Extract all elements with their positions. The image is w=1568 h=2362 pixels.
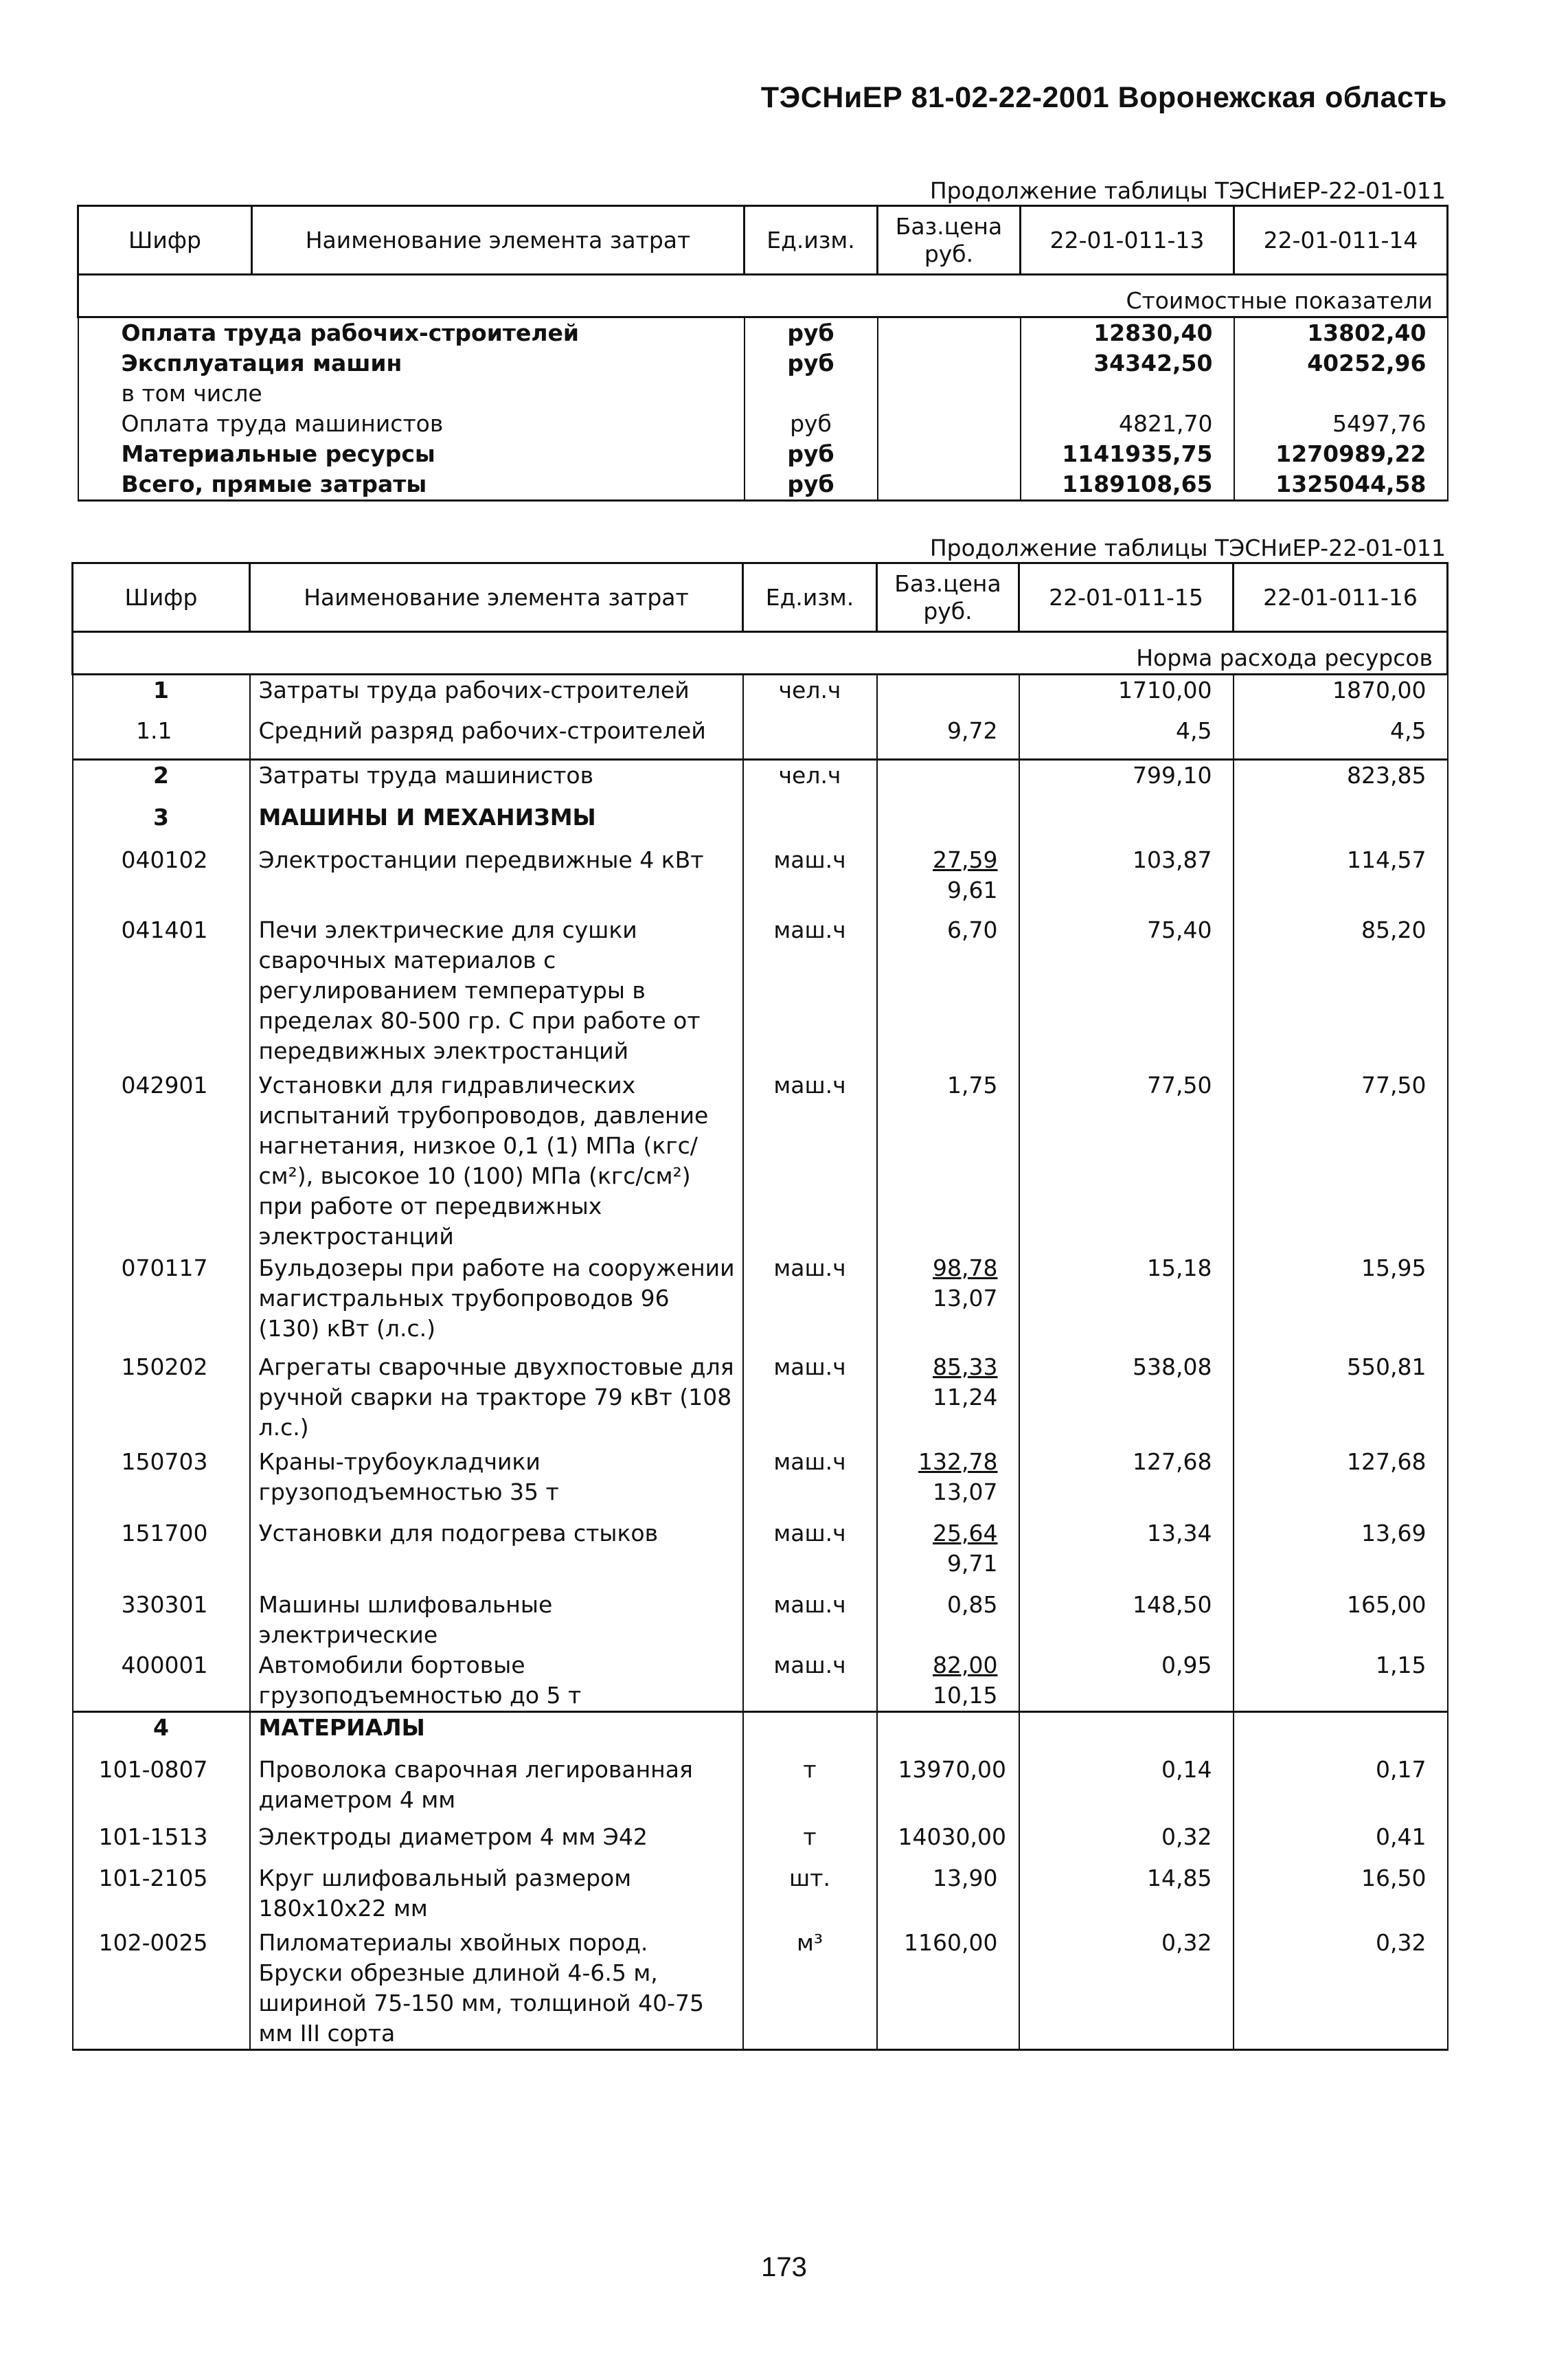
norm-value-16: 1,15 xyxy=(1234,1650,1448,1712)
norm-value-16: 0,17 xyxy=(1234,1755,1448,1822)
resource-code: 101-2105 xyxy=(73,1863,250,1928)
resource-unit: м³ xyxy=(743,1928,877,2050)
page-number: 173 xyxy=(761,2252,807,2282)
norm-value-15: 0,32 xyxy=(1019,1928,1234,2050)
table-row xyxy=(73,845,1448,915)
base-price: 82,00 xyxy=(933,1651,998,1678)
resource-unit xyxy=(743,1712,877,1755)
resource-unit: маш.ч xyxy=(743,1590,877,1650)
norm-value-15: 77,50 xyxy=(1019,1070,1234,1253)
base-price: 14030,00 xyxy=(898,1823,1006,1850)
resource-unit: чел.ч xyxy=(743,675,877,716)
table-row: Эксплуатация машин руб 34342,50 40252,96 xyxy=(78,348,1448,379)
table-row: Всего, прямые затраты руб 1189108,65 1325044,58 xyxy=(78,469,1448,501)
resource-code: 1 xyxy=(73,675,250,716)
resource-name: МАТЕРИАЛЫ xyxy=(250,1712,743,1755)
norm-value-16: 550,81 xyxy=(1234,1352,1448,1447)
resource-code: 040102 xyxy=(73,845,250,915)
resource-unit: чел.ч xyxy=(743,760,877,802)
resource-name: Агрегаты сварочные двухпостовые для ручной сварки на тракторе 79 кВт (108 л.с.) xyxy=(250,1352,743,1447)
base-price: 0,85 xyxy=(947,1590,998,1618)
table-row xyxy=(73,1352,1448,1447)
resource-name: Установки для гидравлических испытаний трубопроводов, давление нагнетания, низкое 0,1 (1) МПа (кгс/см²), высокое 10 (100) МПа (кгс/см²) при работе от передвижных электростанций xyxy=(250,1070,743,1253)
norm-value-16: 165,00 xyxy=(1234,1590,1448,1650)
cost-indicators-table xyxy=(77,205,1448,502)
col-header-code: Шифр xyxy=(78,206,252,275)
resource-name: Печи электрические для сушки сварочных материалов с регулированием температуры в пределах 80-500 гр. С при работе от передвижных электростанций xyxy=(250,915,743,1070)
resource-code: 150202 xyxy=(73,1352,250,1447)
base-price: 25,64 xyxy=(933,1519,998,1546)
norm-value-15: 15,18 xyxy=(1019,1253,1234,1352)
table-row xyxy=(73,675,1448,716)
col-header-norm-15: 22-01-011-15 xyxy=(1019,563,1234,632)
document-header: ТЭСНиЕР 81-02-22-2001 Воронежская область xyxy=(760,81,1447,114)
resource-unit: маш.ч xyxy=(743,1447,877,1518)
norm-value-16: 127,68 xyxy=(1234,1447,1448,1518)
table-row xyxy=(73,915,1448,1070)
resource-code: 042901 xyxy=(73,1070,250,1253)
table-row: Оплата труда рабочих-строителей руб 12830,40 13802,40 xyxy=(78,317,1448,349)
table-row: в том числе xyxy=(78,379,1448,409)
table-row xyxy=(73,1590,1448,1650)
resource-name: Проволока сварочная легированная диаметром 4 мм xyxy=(250,1755,743,1822)
norm-value-16: 1870,00 xyxy=(1234,675,1448,716)
norm-value-15: 538,08 xyxy=(1019,1352,1234,1447)
base-price-machinist: 9,61 xyxy=(947,876,998,903)
resource-unit: маш.ч xyxy=(743,1070,877,1253)
resource-name: Затраты труда рабочих-строителей xyxy=(250,675,743,716)
col-header-norm-13: 22-01-011-13 xyxy=(1021,206,1234,275)
base-price: 9,72 xyxy=(947,717,998,744)
resource-code: 3 xyxy=(73,802,250,845)
norm-value-15: 4,5 xyxy=(1019,716,1234,760)
norm-value-15: 148,50 xyxy=(1019,1590,1234,1650)
cost-rows xyxy=(78,317,1448,501)
resource-code: 1.1 xyxy=(73,716,250,760)
norm-value-15: 13,34 xyxy=(1019,1518,1234,1590)
table-row xyxy=(73,802,1448,845)
base-price: 6,70 xyxy=(947,916,998,943)
resource-code: 102-0025 xyxy=(73,1928,250,2050)
col-header-name: Наименование элемента затрат xyxy=(250,563,743,632)
table-row xyxy=(73,1070,1448,1253)
table-row xyxy=(73,1822,1448,1863)
table-row: Оплата труда машинистов руб 4821,70 5497,76 xyxy=(78,409,1448,439)
section-label: Стоимостные показатели xyxy=(78,275,1448,317)
table2-caption: Продолжение таблицы ТЭСНиЕР-22-01-011 xyxy=(929,535,1446,561)
table-row xyxy=(73,1712,1448,1755)
norm-value-16: 4,5 xyxy=(1234,716,1448,760)
base-price: 13,90 xyxy=(933,1864,998,1891)
resource-name: Круг шлифовальный размером 180х10х22 мм xyxy=(250,1863,743,1928)
resource-name: Средний разряд рабочих-строителей xyxy=(250,716,743,760)
resource-code: 150703 xyxy=(73,1447,250,1518)
table-row xyxy=(73,1928,1448,2050)
resource-unit: т xyxy=(743,1755,877,1822)
section-label: Норма расхода ресурсов xyxy=(73,632,1448,675)
col-header-name: Наименование элемента затрат xyxy=(252,206,745,275)
table-row xyxy=(73,1863,1448,1928)
resource-unit: маш.ч xyxy=(743,1518,877,1590)
table1-caption: Продолжение таблицы ТЭСНиЕР-22-01-011 xyxy=(929,177,1446,204)
norm-value-16: 0,41 xyxy=(1234,1822,1448,1863)
norm-value-15: 14,85 xyxy=(1019,1863,1234,1928)
resource-code: 070117 xyxy=(73,1253,250,1352)
base-price-machinist: 10,15 xyxy=(933,1681,998,1709)
norm-value-16: 0,32 xyxy=(1234,1928,1448,2050)
norm-value-16: 13,69 xyxy=(1234,1518,1448,1590)
resource-unit: маш.ч xyxy=(743,915,877,1070)
table-row xyxy=(73,1253,1448,1352)
norm-value-15: 1710,00 xyxy=(1019,675,1234,716)
resource-unit: маш.ч xyxy=(743,1253,877,1352)
resource-name: Машины шлифовальные электрические xyxy=(250,1590,743,1650)
norm-value-15: 0,32 xyxy=(1019,1822,1234,1863)
col-header-norm-14: 22-01-011-14 xyxy=(1234,206,1448,275)
resource-unit xyxy=(743,716,877,760)
resource-code: 2 xyxy=(73,760,250,802)
table-row: Материальные ресурсы руб 1141935,75 1270989,22 xyxy=(78,439,1448,469)
norm-value-15: 103,87 xyxy=(1019,845,1234,915)
norm-value-15: 75,40 xyxy=(1019,915,1234,1070)
col-header-unit: Ед.изм. xyxy=(745,206,878,275)
resource-code: 041401 xyxy=(73,915,250,1070)
norm-value-16 xyxy=(1234,1712,1448,1755)
col-header-norm-16: 22-01-011-16 xyxy=(1234,563,1448,632)
base-price-machinist: 9,71 xyxy=(947,1549,998,1577)
resource-code: 101-0807 xyxy=(73,1755,250,1822)
norm-value-16 xyxy=(1234,802,1448,845)
table-row xyxy=(73,760,1448,802)
base-price: 132,78 xyxy=(918,1448,998,1475)
table-row xyxy=(73,1755,1448,1822)
base-price-machinist: 11,24 xyxy=(933,1383,998,1410)
base-price: 13970,00 xyxy=(898,1755,1006,1783)
base-price: 85,33 xyxy=(933,1353,998,1380)
norm-value-16: 114,57 xyxy=(1234,845,1448,915)
base-price: 98,78 xyxy=(933,1254,998,1281)
resource-code: 330301 xyxy=(73,1590,250,1650)
resource-name: МАШИНЫ И МЕХАНИЗМЫ xyxy=(250,802,743,845)
resource-unit: маш.ч xyxy=(743,1650,877,1712)
base-price: 1160,00 xyxy=(904,1928,998,1956)
table-row xyxy=(73,1650,1448,1712)
table-row xyxy=(73,1447,1448,1518)
norm-value-16: 85,20 xyxy=(1234,915,1448,1070)
resource-code: 151700 xyxy=(73,1518,250,1590)
col-header-unit: Ед.изм. xyxy=(743,563,877,632)
resource-unit: шт. xyxy=(743,1863,877,1928)
resource-name: Бульдозеры при работе на сооружении магистральных трубопроводов 96 (130) кВт (л.с.) xyxy=(250,1253,743,1352)
col-header-price: Баз.цена руб. xyxy=(878,206,1021,275)
norm-value-16: 16,50 xyxy=(1234,1863,1448,1928)
resource-code: 4 xyxy=(73,1712,250,1755)
norm-value-15: 799,10 xyxy=(1019,760,1234,802)
norm-value-16: 15,95 xyxy=(1234,1253,1448,1352)
resource-unit: маш.ч xyxy=(743,845,877,915)
base-price: 1,75 xyxy=(947,1071,998,1099)
resource-name: Электростанции передвижные 4 кВт xyxy=(250,845,743,915)
base-price: 27,59 xyxy=(933,846,998,873)
base-price-machinist: 13,07 xyxy=(933,1478,998,1505)
resource-unit: т xyxy=(743,1822,877,1863)
resource-name: Установки для подогрева стыков xyxy=(250,1518,743,1590)
norm-value-15: 127,68 xyxy=(1019,1447,1234,1518)
resource-code: 400001 xyxy=(73,1650,250,1712)
table-row xyxy=(73,716,1448,760)
resource-unit: маш.ч xyxy=(743,1352,877,1447)
norm-value-16: 823,85 xyxy=(1234,760,1448,802)
table-row xyxy=(73,1518,1448,1590)
resource-name: Краны-трубоукладчики грузоподъемностью 35 т xyxy=(250,1447,743,1518)
norm-value-15 xyxy=(1019,802,1234,845)
resource-name: Автомобили бортовые грузоподъемностью до 5 т xyxy=(250,1650,743,1712)
norm-value-15: 0,95 xyxy=(1019,1650,1234,1712)
col-header-code: Шифр xyxy=(73,563,250,632)
resource-rows xyxy=(73,675,1448,2050)
norm-value-15 xyxy=(1019,1712,1234,1755)
resource-name: Пиломатериалы хвойных пород. Бруски обрезные длиной 4-6.5 м, шириной 75-150 мм, толщиной 40-75 мм III сорта xyxy=(250,1928,743,2050)
resource-name: Электроды диаметром 4 мм Э42 xyxy=(250,1822,743,1863)
norm-value-15: 0,14 xyxy=(1019,1755,1234,1822)
base-price-machinist: 13,07 xyxy=(933,1284,998,1312)
resource-unit xyxy=(743,802,877,845)
resource-name: Затраты труда машинистов xyxy=(250,760,743,802)
col-header-price: Баз.цена руб. xyxy=(877,563,1019,632)
resource-norms-table xyxy=(71,562,1448,2051)
resource-code: 101-1513 xyxy=(73,1822,250,1863)
norm-value-16: 77,50 xyxy=(1234,1070,1448,1253)
